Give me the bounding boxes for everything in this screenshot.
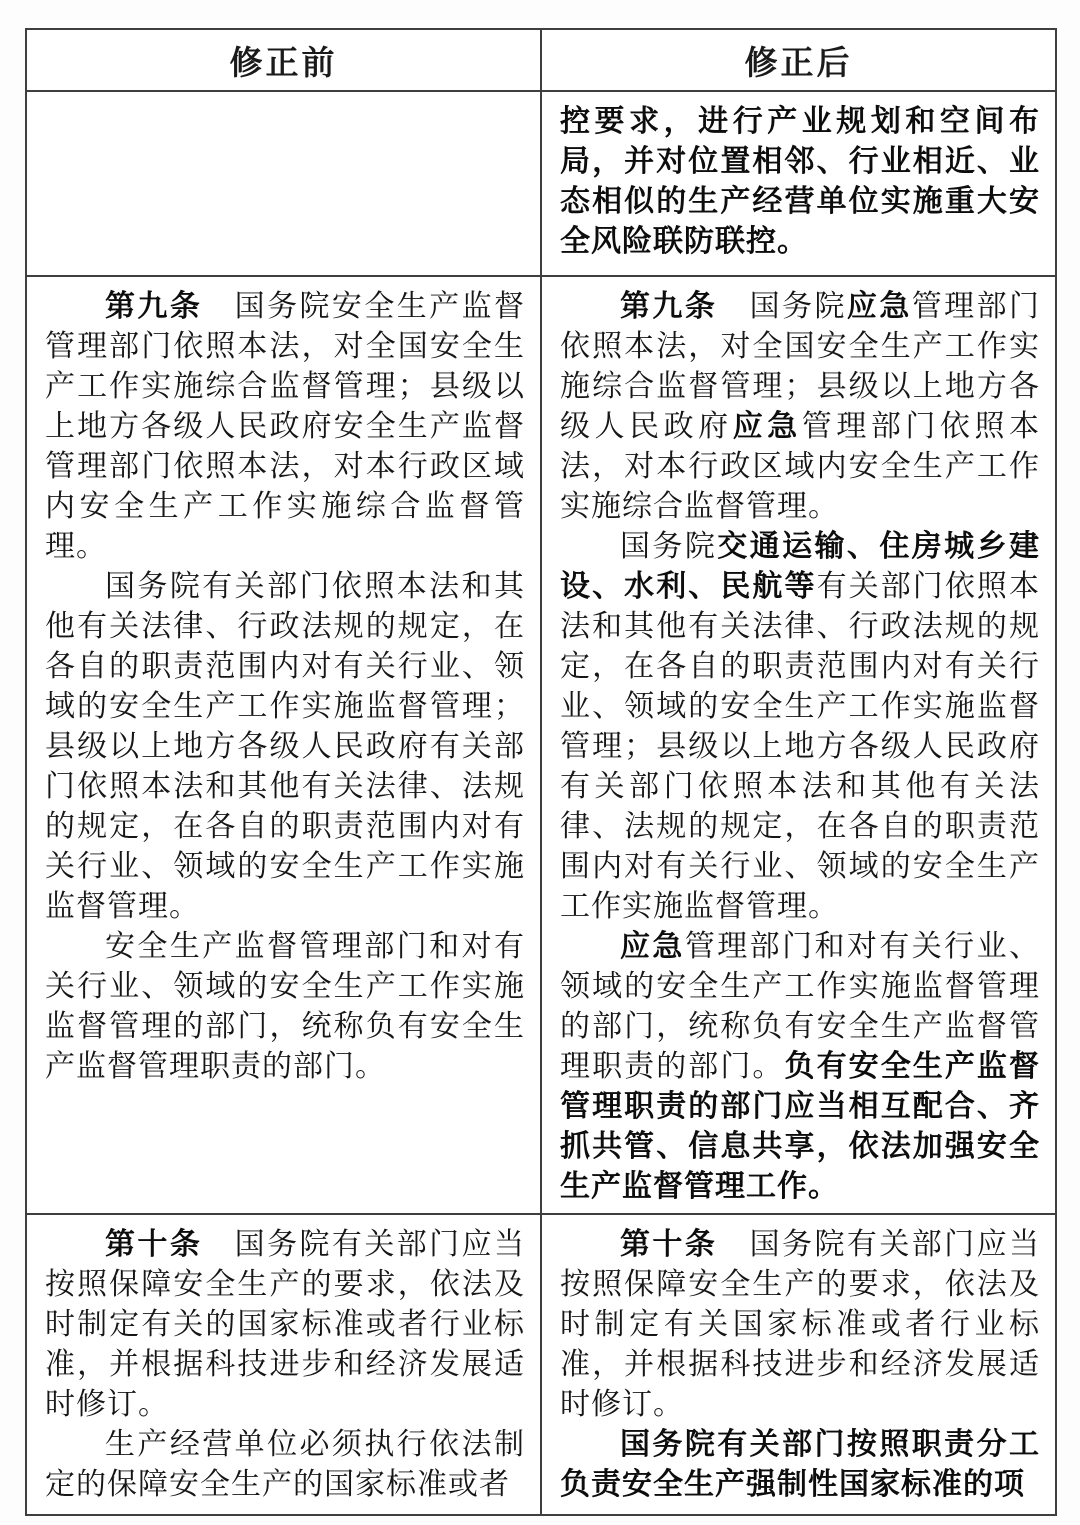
table-row	[26, 1214, 1056, 1515]
text-segment-bold: 第九条	[620, 290, 718, 323]
text-segment-bold: 第十条	[105, 1228, 203, 1261]
cell-after	[541, 276, 1056, 1214]
cell-before	[26, 1214, 541, 1515]
text-segment-bold: 应急	[846, 290, 912, 323]
cell-before	[26, 91, 541, 276]
text-segment-bold: 第九条	[105, 290, 203, 323]
text-segment-bold: 负有安全生产监督管理职责的部门应当相互配合、齐抓共管、信息共享，依法加强安全生产监督管理工作。	[560, 1050, 1040, 1203]
amendment-comparison-table	[25, 28, 1057, 1516]
text-segment: 生产经营单位必须执行依法制定的保障安全生产的国家标准或者	[45, 1428, 525, 1501]
text-segment-bold: 第十条	[620, 1228, 718, 1261]
text-segment: 安全生产监督管理部门和对有关行业、领域的安全生产工作实施监督管理的部门，统称负有安全生产监督管理职责的部门。	[45, 930, 525, 1083]
paragraph	[560, 287, 1040, 527]
paragraph	[45, 287, 525, 567]
text-segment: 国务院有关部门应当按照保障安全生产的要求，依法及时制定有关的国家标准或者行业标准，并根据科技进步和经济发展适时修订。	[45, 1228, 525, 1421]
text-segment: 国务院	[620, 530, 718, 563]
column-header-before: 修正前	[26, 29, 541, 91]
header-row	[26, 29, 1056, 91]
column-header-after: 修正后	[541, 29, 1056, 91]
paragraph	[45, 1425, 525, 1505]
paragraph	[560, 927, 1040, 1207]
paragraph	[560, 1225, 1040, 1425]
cell-after	[541, 91, 1056, 276]
text-segment: 管理部门依照本法，对全国安全生产工作实施综合监督管理；县级以上地方各级人民政府	[560, 290, 1041, 443]
text-segment: 国务院有关部门依照本法和其他有关法律、行政法规的规定，在各自的职责范围内对有关行业、领域的安全生产工作实施监督管理；县级以上地方各级人民政府有关部门依照本法和其他有关法律、法规的规定，在各自的职责范围内对有关行业、领域的安全生产工作实施监督管理。	[45, 570, 525, 923]
cell-after	[541, 1214, 1056, 1515]
text-segment-bold: 控要求，进行产业规划和空间布局，并对位置相邻、行业相近、业态相似的生产经营单位实施重大安全风险联防联控。	[560, 105, 1040, 258]
table-body	[26, 91, 1056, 1515]
paragraph	[45, 927, 525, 1087]
paragraph	[45, 567, 525, 927]
text-segment-bold: 交通运输、住房城乡建设、水利、民航等	[560, 530, 1040, 603]
paragraph	[560, 102, 1040, 262]
paragraph	[560, 1425, 1040, 1505]
cell-before	[26, 276, 541, 1214]
text-segment: 国务院	[717, 290, 847, 323]
text-segment-bold: 国务院有关部门按照职责分工负责安全生产强制性国家标准的项	[560, 1428, 1040, 1501]
text-segment-bold: 应急	[732, 410, 802, 443]
text-segment: 管理部门和对有关行业、领域的安全生产工作实施监督管理的部门，统称负有安全生产监督管理职责的部门。	[560, 930, 1041, 1083]
text-segment: 有关部门依照本法和其他有关法律、行政法规的规定，在各自的职责范围内对有关行业、领域的安全生产工作实施监督管理；县级以上地方各级人民政府有关部门依照本法和其他有关法律、法规的规定，在各自的职责范围内对有关行业、领域的安全生产工作实施监督管理。	[560, 570, 1041, 923]
text-segment: 管理部门依照本法，对本行政区域内安全生产工作实施综合监督管理。	[560, 410, 1041, 523]
table-row	[26, 276, 1056, 1214]
paragraph	[45, 1225, 525, 1425]
paragraph	[560, 527, 1040, 927]
table-row	[26, 91, 1056, 276]
table-header	[26, 29, 1056, 91]
text-segment: 国务院有关部门应当按照保障安全生产的要求，依法及时制定有关国家标准或者行业标准，并根据科技进步和经济发展适时修订。	[560, 1228, 1040, 1421]
text-segment: 国务院安全生产监督管理部门依照本法，对全国安全生产工作实施综合监督管理；县级以上地方各级人民政府安全生产监督管理部门依照本法，对本行政区域内安全生产工作实施综合监督管理。	[45, 290, 525, 563]
text-segment-bold: 应急	[620, 930, 685, 963]
